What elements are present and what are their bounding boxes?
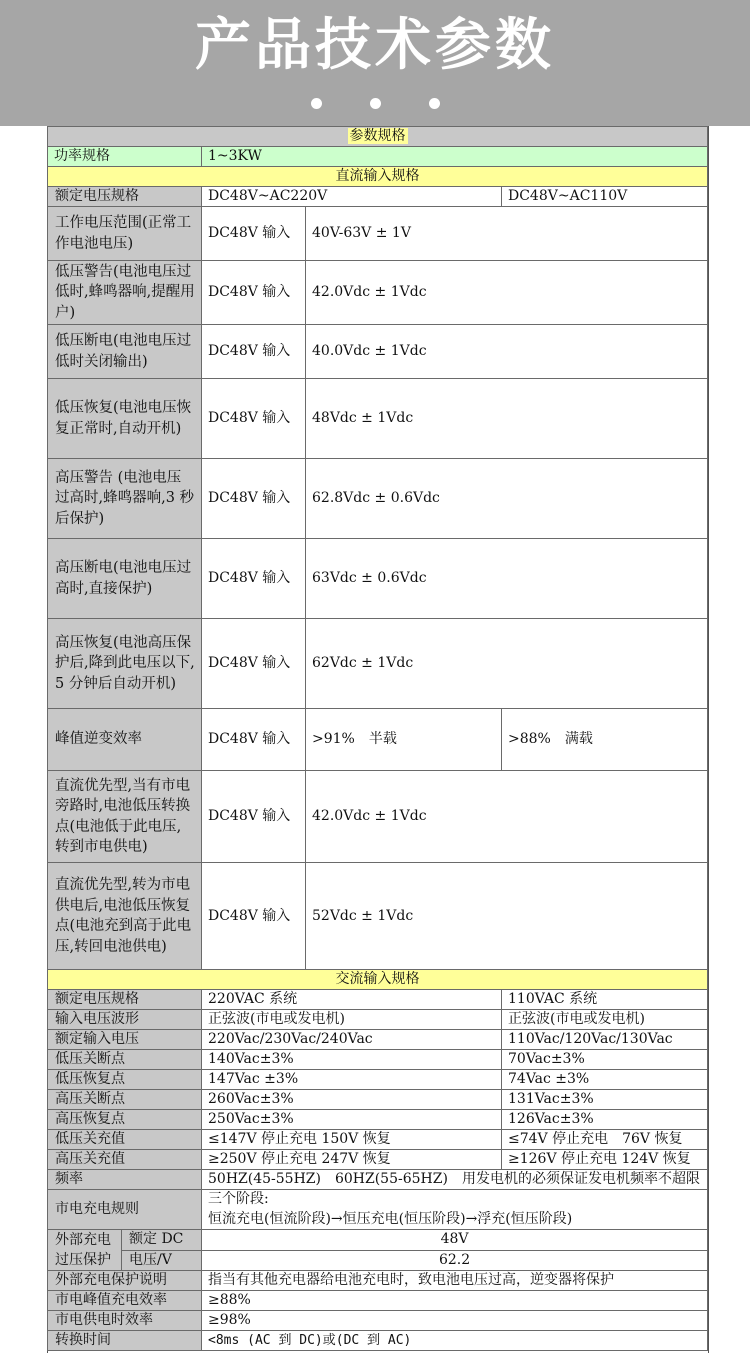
table-row bbox=[48, 187, 708, 207]
frequency-value: 50HZ(45-55HZ) 60HZ(55-65HZ) 用发电机的必须保证发电机频率不超限 bbox=[202, 1170, 708, 1190]
dc-section-title: 直流输入规格 bbox=[48, 167, 708, 187]
peak-charge-label: 市电峰值充电效率 bbox=[48, 1291, 202, 1311]
dc-row-label: 直流优先型,转为市电供电后,电池低压恢复点(电池充到高于此电压,转回电池供电) bbox=[48, 863, 202, 970]
dc-row-input: DC48V 输入 bbox=[202, 619, 306, 709]
dc-row-value: 48Vdc ± 1Vdc bbox=[306, 379, 708, 459]
spec-table bbox=[47, 126, 708, 1351]
ac-row-220: 260Vac±3% bbox=[202, 1090, 502, 1110]
table-row bbox=[48, 459, 708, 539]
dc-row-label: 高压恢复(电池高压保护后,降到此电压以下,5 分钟后自动开机) bbox=[48, 619, 202, 709]
ac-row-220: 220VAC 系统 bbox=[202, 990, 502, 1010]
table-row bbox=[48, 1230, 708, 1251]
charge-rule-line1: 三个阶段: bbox=[202, 1190, 708, 1210]
ext-note-label: 外部充电保护说明 bbox=[48, 1271, 202, 1291]
ac-row-110: 110Vac/120Vac/130Vac bbox=[502, 1030, 708, 1050]
ac-row-110: 131Vac±3% bbox=[502, 1090, 708, 1110]
ac-row-label: 高压关断点 bbox=[48, 1090, 202, 1110]
ac-row-220: ≤147V 停止充电 150V 恢复 bbox=[202, 1130, 502, 1150]
dc-row-label: 直流优先型,当有市电旁路时,电池低压转换点(电池低于此电压,转到市电供电) bbox=[48, 771, 202, 863]
ac-row-220: 正弦波(市电或发电机) bbox=[202, 1010, 502, 1030]
ac-row-label: 低压恢复点 bbox=[48, 1070, 202, 1090]
ac-row-220: 250Vac±3% bbox=[202, 1110, 502, 1130]
table-row bbox=[48, 1030, 708, 1050]
ac-section-title: 交流输入规格 bbox=[48, 970, 708, 990]
table-row bbox=[48, 325, 708, 379]
table-row bbox=[48, 1050, 708, 1070]
ac-row-label: 低压关充值 bbox=[48, 1130, 202, 1150]
dc-row-value: 40V-63V ± 1V bbox=[306, 207, 708, 261]
frequency-label: 频率 bbox=[48, 1170, 202, 1190]
table-row bbox=[48, 207, 708, 261]
charge-rule-label: 市电充电规则 bbox=[48, 1190, 202, 1230]
table-row bbox=[48, 970, 708, 990]
ac-row-110: 110VAC 系统 bbox=[502, 990, 708, 1010]
supply-eff-value: ≥98% bbox=[202, 1311, 708, 1331]
ac-row-label: 输入电压波形 bbox=[48, 1010, 202, 1030]
ac-row-label: 额定输入电压 bbox=[48, 1030, 202, 1050]
dc-row-label: 低压恢复(电池电压恢复正常时,自动开机) bbox=[48, 379, 202, 459]
table-row bbox=[48, 1070, 708, 1090]
dc-row-input: DC48V 输入 bbox=[202, 459, 306, 539]
efficiency-label: 峰值逆变效率 bbox=[48, 709, 202, 771]
dc-row-label: 高压断电(电池电压过高时,直接保护) bbox=[48, 539, 202, 619]
supply-eff-label: 市电供电时效率 bbox=[48, 1311, 202, 1331]
ac-row-110: 74Vac ±3% bbox=[502, 1070, 708, 1090]
dc-row-input: DC48V 输入 bbox=[202, 539, 306, 619]
ext-protect-label: 外部充电过压保护 bbox=[48, 1230, 122, 1271]
table-row bbox=[48, 1010, 708, 1030]
dc-row-input: DC48V 输入 bbox=[202, 325, 306, 379]
ext-volt-label: 电压/V bbox=[122, 1250, 202, 1271]
dc-row-value: 42.0Vdc ± 1Vdc bbox=[306, 261, 708, 325]
dc-row-value: 63Vdc ± 0.6Vdc bbox=[306, 539, 708, 619]
table-row bbox=[48, 1090, 708, 1110]
power-label: 功率规格 bbox=[48, 147, 202, 167]
ac-row-110: ≥126V 停止充电 124V 恢复 bbox=[502, 1150, 708, 1170]
ac-row-110: ≤74V 停止充电 76V 恢复 bbox=[502, 1130, 708, 1150]
efficiency-half: >91% 半载 bbox=[306, 709, 502, 771]
dc-row-label: 工作电压范围(正常工作电池电压) bbox=[48, 207, 202, 261]
dc-row-value: 40.0Vdc ± 1Vdc bbox=[306, 325, 708, 379]
table-row bbox=[48, 619, 708, 709]
table-row bbox=[48, 1311, 708, 1331]
table-row bbox=[48, 709, 708, 771]
table-row bbox=[48, 1331, 708, 1351]
dc-row-input: DC48V 输入 bbox=[202, 863, 306, 970]
dc-row-label: 低压警告(电池电压过低时,蜂鸣器响,提醒用户) bbox=[48, 261, 202, 325]
ac-row-220: 147Vac ±3% bbox=[202, 1070, 502, 1090]
table-row bbox=[48, 1291, 708, 1311]
efficiency-input: DC48V 输入 bbox=[202, 709, 306, 771]
header-banner bbox=[0, 0, 750, 126]
ac-row-220: 220Vac/230Vac/240Vac bbox=[202, 1030, 502, 1050]
page-title: 产品技术参数 bbox=[195, 13, 555, 78]
table-row bbox=[48, 1110, 708, 1130]
table-row bbox=[48, 147, 708, 167]
table-row bbox=[48, 1130, 708, 1150]
peak-charge-value: ≥88% bbox=[202, 1291, 708, 1311]
switch-time-value: <8ms (AC 到 DC)或(DC 到 AC) bbox=[202, 1331, 708, 1351]
carousel-dots bbox=[0, 94, 750, 113]
dc-rated-col1: DC48V~AC220V bbox=[202, 187, 502, 207]
dc-row-input: DC48V 输入 bbox=[202, 207, 306, 261]
ac-row-label: 额定电压规格 bbox=[48, 990, 202, 1010]
dc-row-input: DC48V 输入 bbox=[202, 379, 306, 459]
table-row bbox=[48, 127, 708, 147]
charge-rule-line2: 恒流充电(恒流阶段)→恒压充电(恒压阶段)→浮充(恒压阶段) bbox=[202, 1210, 708, 1230]
dc-row-value: 52Vdc ± 1Vdc bbox=[306, 863, 708, 970]
dc-row-input: DC48V 输入 bbox=[202, 771, 306, 863]
dot-icon bbox=[311, 98, 322, 109]
dc-rated-col2: DC48V~AC110V bbox=[502, 187, 708, 207]
ac-row-label: 低压关断点 bbox=[48, 1050, 202, 1070]
ac-row-110: 70Vac±3% bbox=[502, 1050, 708, 1070]
table-row bbox=[48, 1170, 708, 1190]
table-row bbox=[48, 261, 708, 325]
ac-row-220: ≥250V 停止充电 247V 恢复 bbox=[202, 1150, 502, 1170]
ac-row-220: 140Vac±3% bbox=[202, 1050, 502, 1070]
table-row bbox=[48, 1250, 708, 1271]
ext-note-value: 指当有其他充电器给电池充电时，致电池电压过高，逆变器将保护 bbox=[202, 1271, 708, 1291]
spec-table-title: 参数规格 bbox=[48, 127, 708, 147]
ac-row-110: 正弦波(市电或发电机) bbox=[502, 1010, 708, 1030]
switch-time-label: 转换时间 bbox=[48, 1331, 202, 1351]
dc-row-label: 高压警告 (电池电压过高时,蜂鸣器响,3 秒后保护) bbox=[48, 459, 202, 539]
power-value: 1~3KW bbox=[202, 147, 708, 167]
ext-volt-value: 62.2 bbox=[202, 1250, 708, 1271]
dot-icon bbox=[429, 98, 440, 109]
dc-row-value: 42.0Vdc ± 1Vdc bbox=[306, 771, 708, 863]
ac-row-label: 高压关充值 bbox=[48, 1150, 202, 1170]
table-row bbox=[48, 863, 708, 970]
table-row bbox=[48, 990, 708, 1010]
table-row bbox=[48, 539, 708, 619]
table-row bbox=[48, 379, 708, 459]
dc-row-label: 低压断电(电池电压过低时关闭输出) bbox=[48, 325, 202, 379]
efficiency-full: >88% 满载 bbox=[502, 709, 708, 771]
ac-row-label: 高压恢复点 bbox=[48, 1110, 202, 1130]
dc-row-input: DC48V 输入 bbox=[202, 261, 306, 325]
dc-row-value: 62.8Vdc ± 0.6Vdc bbox=[306, 459, 708, 539]
dot-icon bbox=[370, 98, 381, 109]
table-row bbox=[48, 771, 708, 863]
table-row bbox=[48, 1150, 708, 1170]
table-row bbox=[48, 1190, 708, 1210]
ext-rated-value: 48V bbox=[202, 1230, 708, 1251]
ac-row-110: 126Vac±3% bbox=[502, 1110, 708, 1130]
ext-rated-label: 额定 DC bbox=[122, 1230, 202, 1251]
table-row bbox=[48, 1271, 708, 1291]
dc-row-value: 62Vdc ± 1Vdc bbox=[306, 619, 708, 709]
dc-rated-label: 额定电压规格 bbox=[48, 187, 202, 207]
table-row bbox=[48, 167, 708, 187]
